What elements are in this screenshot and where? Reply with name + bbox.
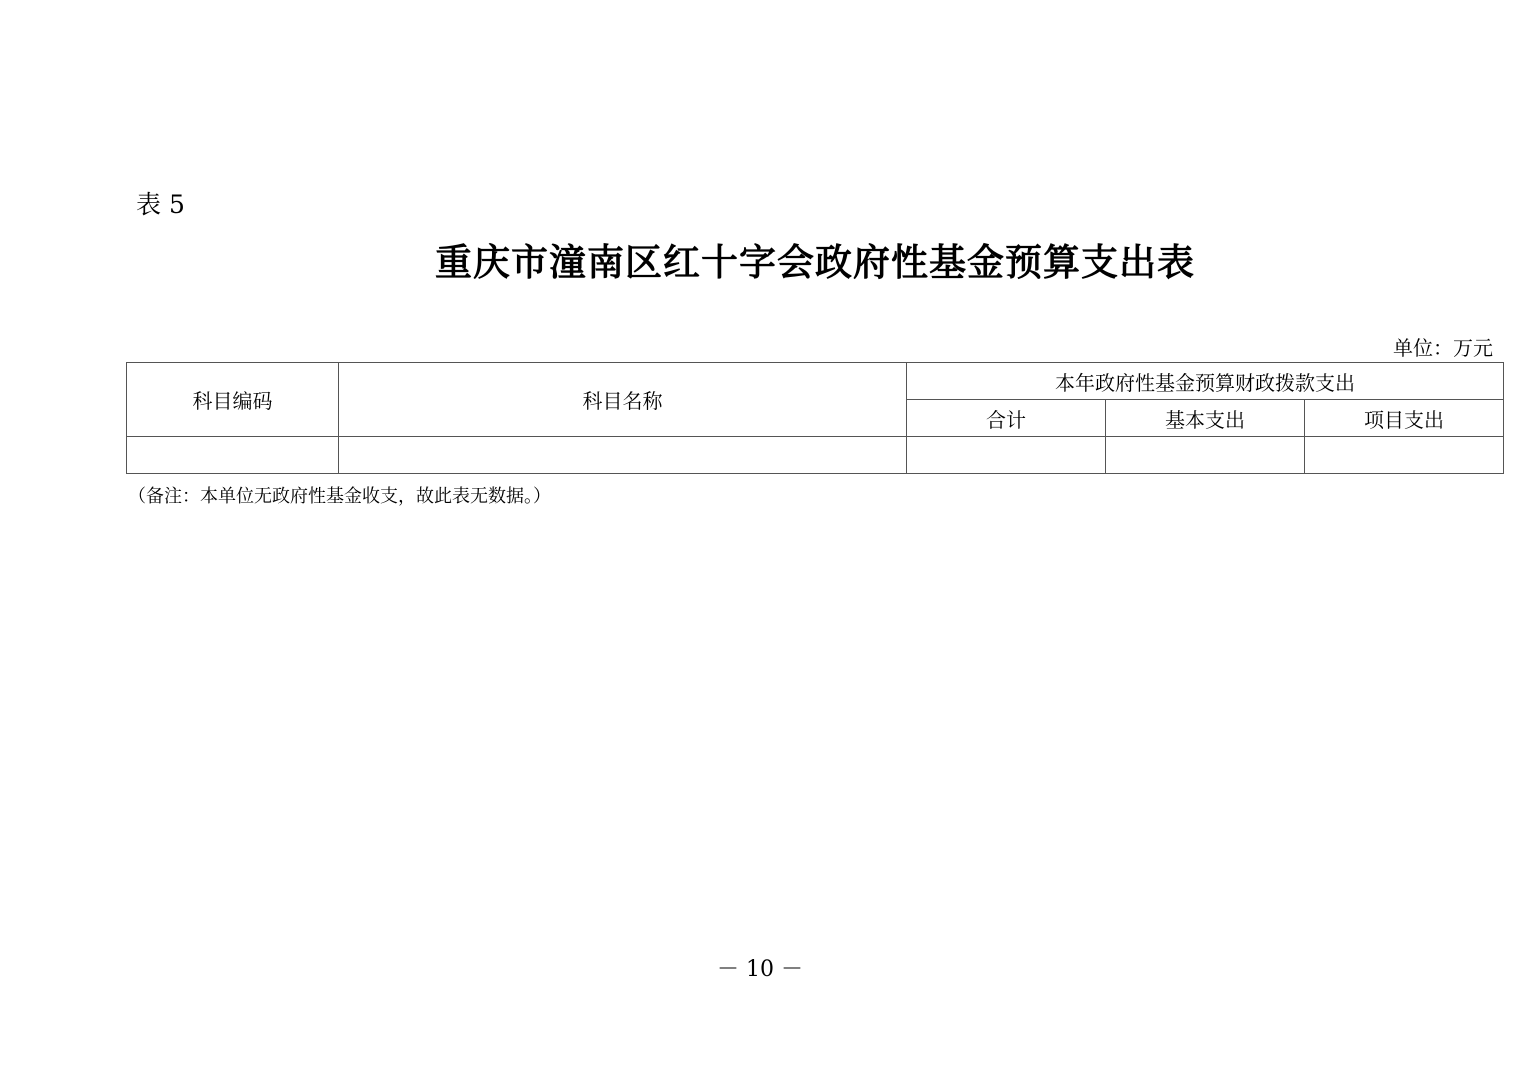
footnote: （备注：本单位无政府性基金收支，故此表无数据。）	[128, 486, 551, 507]
header-project-expenditure: 项目支出	[1305, 400, 1504, 437]
header-total: 合计	[907, 400, 1106, 437]
header-subject-code: 科目编码	[127, 363, 339, 437]
header-subject-name: 科目名称	[339, 363, 907, 437]
cell-name	[339, 437, 907, 474]
table-row	[127, 437, 1504, 474]
table-header-row	[127, 363, 1504, 400]
page-number: － 10 －	[717, 957, 803, 982]
cell-code	[127, 437, 339, 474]
page-title: 重庆市潼南区红十字会政府性基金预算支出表	[435, 240, 1195, 284]
cell-total	[907, 437, 1106, 474]
cell-project	[1305, 437, 1504, 474]
header-basic-expenditure: 基本支出	[1106, 400, 1305, 437]
unit-label: 单位：万元	[1393, 336, 1493, 360]
budget-table	[126, 362, 1504, 474]
cell-basic	[1106, 437, 1305, 474]
table-label: 表 5	[136, 190, 185, 219]
header-fund-expenditure-group: 本年政府性基金预算财政拨款支出	[907, 363, 1504, 400]
